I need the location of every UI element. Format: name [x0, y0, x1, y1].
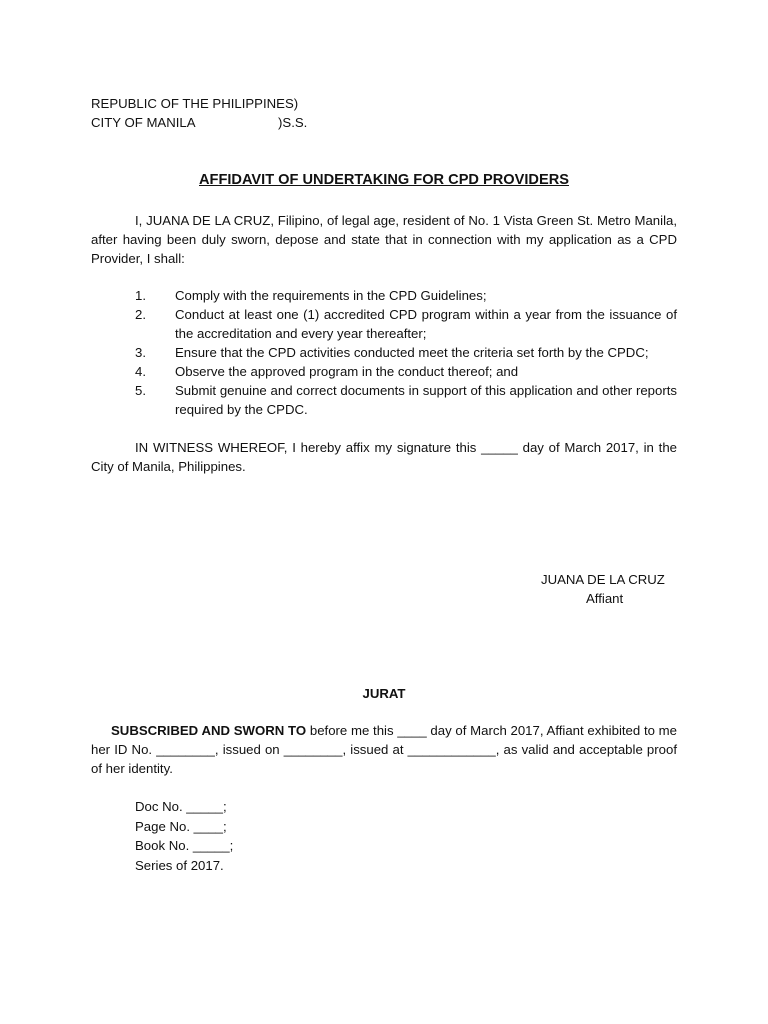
item-number: 1. [135, 288, 146, 303]
undertaking-item [91, 305, 677, 343]
page-number: Page No. ____; [135, 818, 227, 834]
item-number: 4. [135, 364, 146, 379]
affiant-label: Affiant [586, 591, 624, 606]
jurat-paragraph [91, 721, 677, 778]
item-text: Observe the approved program in the conduct thereof; and [175, 364, 519, 379]
item-number: 3. [135, 345, 146, 360]
item-text: Submit genuine and correct documents in support of this application and other reports required by the CPDC. [175, 383, 677, 417]
item-text: Conduct at least one (1) accredited CPD program within a year from the issuance of the accreditation and every year thereafter; [175, 307, 677, 341]
jurat-title: JURAT [362, 686, 406, 701]
affiant-name: JUANA DE LA CRUZ [541, 572, 665, 587]
undertaking-item [91, 381, 677, 419]
book-number: Book No. _____; [135, 838, 234, 853]
item-text: Ensure that the CPD activities conducted meet the criteria set forth by the CPDC; [175, 345, 649, 360]
doc-number: Doc No. _____; [135, 799, 227, 814]
undertaking-item [91, 343, 677, 362]
item-number: 2. [135, 307, 146, 322]
venue-city: CITY OF MANILA [91, 115, 196, 130]
undertakings-list [91, 286, 677, 419]
undertaking-item [91, 362, 677, 381]
item-text: Comply with the requirements in the CPD Guidelines; [175, 288, 487, 303]
undertaking-item [91, 286, 677, 305]
witness-paragraph: IN WITNESS WHEREOF, I hereby affix my signature this _____ day of March 2017, in the City of Manila, Philippines. [91, 440, 677, 474]
venue-republic: REPUBLIC OF THE PHILIPPINES) [91, 96, 299, 111]
jurat-body: before me this ____ day of March 2017, Affiant exhibited to me her ID No. ________, issued on ________, issued at ____________, as valid and acceptable proof of her identity. [91, 723, 678, 776]
series-year: Series of 2017. [135, 857, 224, 873]
jurat-lead: SUBSCRIBED AND SWORN TO [111, 723, 307, 738]
venue-ss: )S.S. [278, 115, 308, 130]
intro-paragraph: I, JUANA DE LA CRUZ, Filipino, of legal age, resident of No. 1 Vista Green St. Metro Manila, after having been duly sworn, depose and state that in connection with my application as a CPD Provider, I shall: [91, 213, 677, 266]
notarial-register [135, 797, 233, 875]
document-title: AFFIDAVIT OF UNDERTAKING FOR CPD PROVIDERS [199, 172, 569, 188]
item-number: 5. [135, 383, 146, 398]
